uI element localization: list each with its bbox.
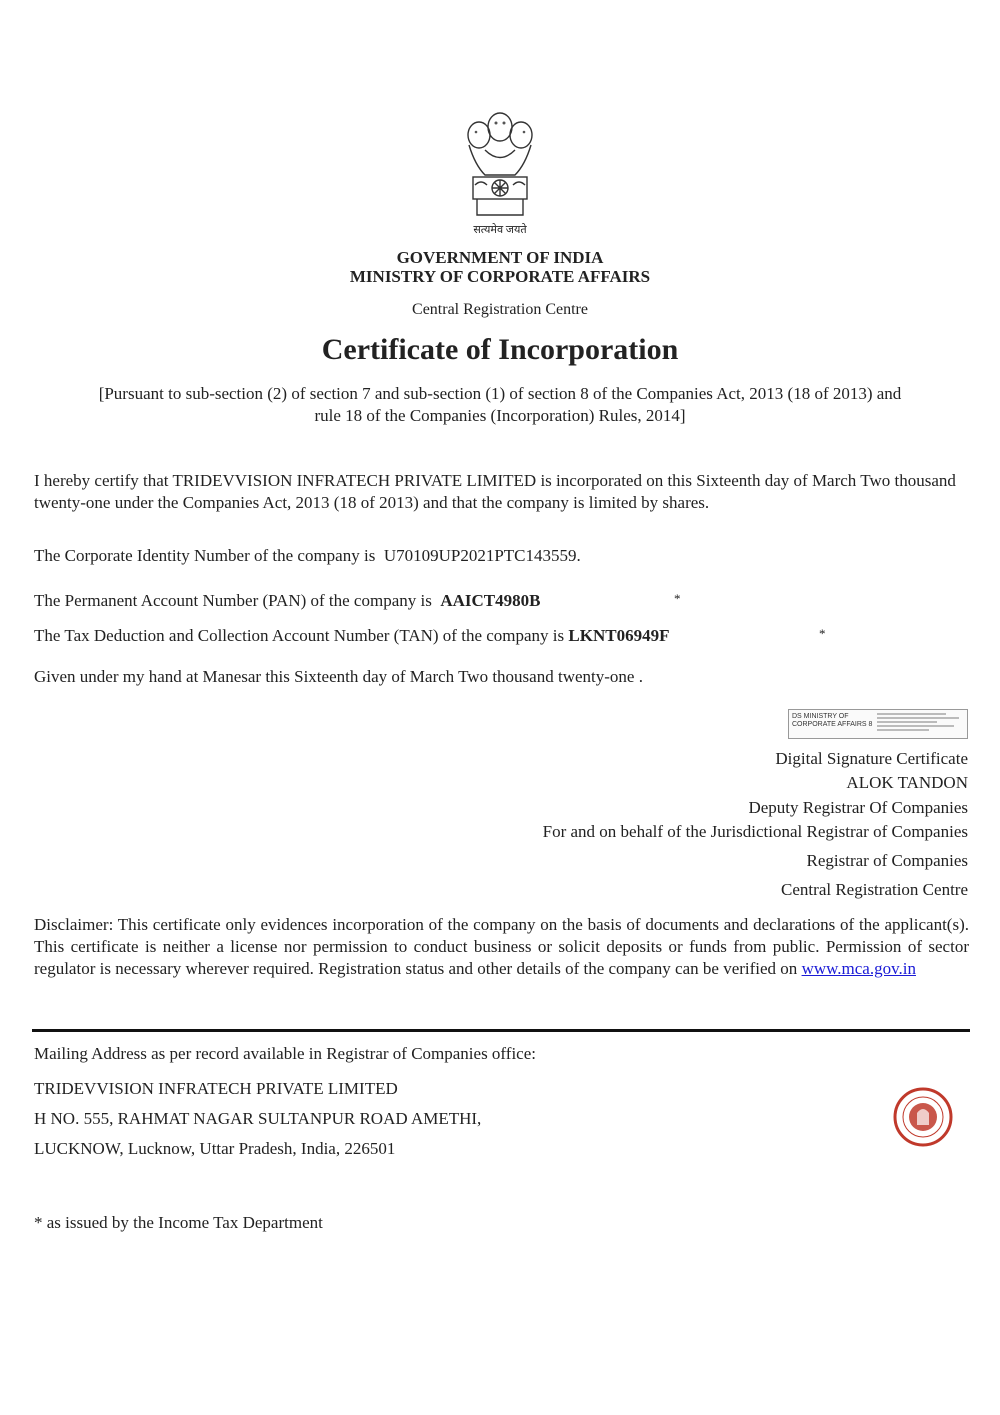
registrar-line: Registrar of Companies	[806, 851, 968, 870]
ministry-seal-icon	[893, 1087, 953, 1147]
certify-paragraph: I hereby certify that TRIDEVVISION INFRATECH PRIVATE LIMITED is incorporated on this Sixteenth day of March Two thousand twenty-one under the Companies Act, 2013 (18 of 2013) and that the company is limited by shares.	[34, 471, 956, 512]
pursuant-line-2: rule 18 of the Companies (Incorporation) Rules, 2014]	[314, 406, 686, 425]
ministry-heading: MINISTRY OF CORPORATE AFFAIRS	[349, 267, 651, 286]
centre-line: Central Registration Centre	[781, 880, 968, 899]
pan-value: AAICT4980B	[440, 591, 541, 610]
pan-line	[34, 590, 969, 612]
footnote: * as issued by the Income Tax Department	[34, 1213, 323, 1232]
national-emblem-icon	[455, 105, 545, 235]
tan-label: The Tax Deduction and Collection Account Number (TAN) of the company is	[34, 626, 565, 645]
tan-line	[34, 625, 969, 647]
pan-asterisk: *	[674, 591, 681, 606]
mailing-line-2: H NO. 555, RAHMAT NAGAR SULTANPUR ROAD AMETHI,	[34, 1109, 482, 1128]
centre-heading: Central Registration Centre	[412, 301, 588, 318]
cin-value: U70109UP2021PTC143559.	[383, 546, 581, 565]
disclaimer-text: Disclaimer: This certificate only evidences incorporation of the company on the basis of documents and declarations of the applicant(s). This certificate is neither a license nor permission to conduct business or solicit deposits or funds from public. Permission of sector regulator is necessary wherever required. Registration status and other details of the company can be verified on	[34, 915, 969, 978]
cin-label: The Corporate Identity Number of the company is	[34, 546, 376, 565]
signature-stamp-label	[792, 713, 872, 729]
dsc-label: Digital Signature Certificate	[775, 749, 968, 768]
mailing-label: Mailing Address as per record available in Registrar of Companies office:	[34, 1044, 536, 1063]
stamp-line-1: DS MINISTRY OF	[792, 713, 849, 720]
stamp-line-2: CORPORATE AFFAIRS 8	[792, 721, 873, 728]
signatory-designation: Deputy Registrar Of Companies	[748, 798, 968, 817]
mca-link[interactable]: www.mca.gov.in	[801, 959, 916, 978]
header-block	[0, 248, 1000, 286]
emblem-motto: सत्यमेव जयते	[473, 224, 527, 236]
mailing-line-3: LUCKNOW, Lucknow, Uttar Pradesh, India, 226501	[34, 1139, 396, 1158]
pan-label: The Permanent Account Number (PAN) of the company is	[34, 591, 432, 610]
cin-line	[34, 545, 969, 567]
mailing-line-1: TRIDEVVISION INFRATECH PRIVATE LIMITED	[34, 1079, 398, 1098]
government-heading: GOVERNMENT OF INDIA	[396, 248, 604, 267]
behalf-line: For and on behalf of the Jurisdictional Registrar of Companies	[542, 822, 968, 841]
signature-stamp-details	[877, 713, 963, 735]
given-line: Given under my hand at Manesar this Sixteenth day of March Two thousand twenty-one .	[34, 667, 643, 686]
tan-value: LKNT06949F	[568, 626, 670, 645]
tan-asterisk: *	[819, 626, 826, 641]
digital-signature-stamp	[788, 709, 968, 739]
pursuant-clause	[30, 383, 970, 427]
signatory-name: ALOK TANDON	[846, 773, 968, 792]
page-title: Certificate of Incorporation	[321, 333, 679, 366]
disclaimer	[34, 914, 969, 980]
section-divider	[32, 1029, 970, 1032]
pursuant-line-1: [Pursuant to sub-section (2) of section 7 and sub-section (1) of section 8 of the Companies Act, 2013 (18 of 2013) and	[98, 384, 902, 403]
